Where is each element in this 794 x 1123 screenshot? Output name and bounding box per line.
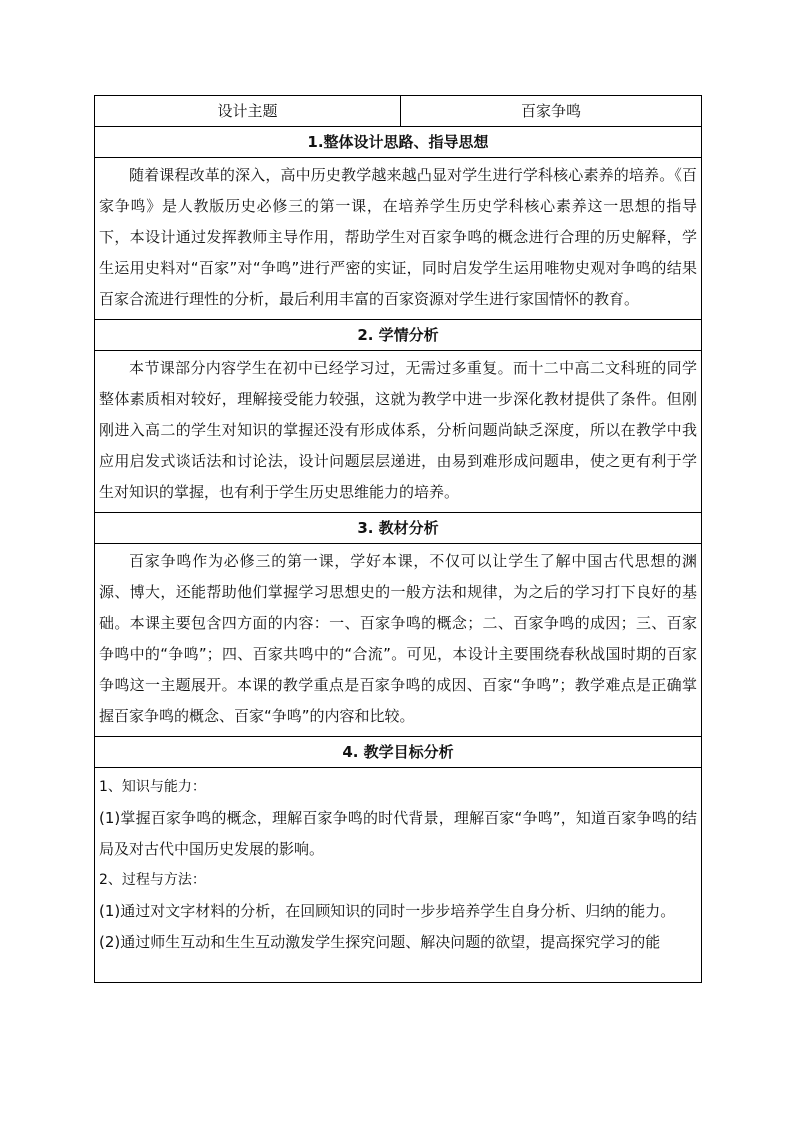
process-item-2: (2)通过师生互动和生生互动激发学生探究问题、解决问题的欲望，提高探究学习的能 <box>99 933 661 951</box>
section-1-body: 随着课程改革的深入，高中历史教学越来越凸显对学生进行学科核心素养的培养。《百家争鸣》是人教版历史必修三的第一课，在培养学生历史学科核心素养这一思想的指导下，本设计通过发挥教师主导作用，帮助学生对百家争鸣的概念进行合理的历史解释，学生运用史料对“百家”对“争鸣”进行严密的实证，同时启发学生运用唯物史观对争鸣的结果百家合流进行理性的分析，最后利用丰富的百家资源对学生进行家国情怀的教育。 <box>99 166 697 308</box>
topic-value: 百家争鸣 <box>520 102 581 120</box>
section-4-title-row <box>95 737 702 768</box>
section-4-body-cell <box>95 768 702 983</box>
section-3-body-row <box>95 544 702 737</box>
topic-label: 设计主题 <box>217 102 278 120</box>
section-2-title-row <box>95 320 702 351</box>
process-item-1: (1)通过对文字材料的分析，在回顾知识的同时一步步培养学生自身分析、归纳的能力。 <box>99 902 676 920</box>
section-1-title: 1.整体设计思路、指导思想 <box>95 127 702 158</box>
objectives-block <box>99 768 697 982</box>
topic-value-cell <box>401 96 702 127</box>
section-3-title-row <box>95 513 702 544</box>
section-3-body-cell <box>95 544 702 737</box>
section-4-title: 4. 教学目标分析 <box>95 737 702 768</box>
knowledge-item-1: (1)掌握百家争鸣的概念，理解百家争鸣的时代背景，理解百家“争鸣”，知道百家争鸣的结局及对古代中国历史发展的影响。 <box>99 809 697 858</box>
section-2-body: 本节课部分内容学生在初中已经学习过，无需过多重复。而十二中高二文科班的同学整体素质相对较好，理解接受能力较强，这就为教学中进一步深化教材提供了条件。但刚刚进入高二的学生对知识的掌握还没有形成体系，分析问题尚缺乏深度，所以在教学中我应用启发式谈话法和讨论法，设计问题层层递进，由易到难形成问题串，使之更有利于学生对知识的掌握，也有利于学生历史思维能力的培养。 <box>99 359 697 501</box>
section-2-title: 2. 学情分析 <box>95 320 702 351</box>
topic-row <box>95 96 702 127</box>
section-1-body-cell <box>95 158 702 320</box>
process-label: 2、过程与方法： <box>99 872 206 888</box>
section-3-title: 3. 教材分析 <box>95 513 702 544</box>
section-2-body-row <box>95 351 702 513</box>
design-table <box>94 95 702 983</box>
section-1-title-row <box>95 127 702 158</box>
knowledge-label: 1、知识与能力： <box>99 779 206 795</box>
section-3-body: 百家争鸣作为必修三的第一课，学好本课，不仅可以让学生了解中国古代思想的渊源、博大，还能帮助他们掌握学习思想史的一般方法和规律，为之后的学习打下良好的基础。本课主要包含四方面的内容：一、百家争鸣的概念；二、百家争鸣的成因；三、百家争鸣中的“争鸣”；四、百家共鸣中的“合流”。可见，本设计主要围绕春秋战国时期的百家争鸣这一主题展开。本课的教学重点是百家争鸣的成因、百家“争鸣”；教学难点是正确掌握百家争鸣的概念、百家“争鸣”的内容和比较。 <box>99 552 697 725</box>
topic-label-cell <box>95 96 401 127</box>
section-2-body-cell <box>95 351 702 513</box>
section-4-body-row <box>95 768 702 983</box>
section-1-body-row <box>95 158 702 320</box>
